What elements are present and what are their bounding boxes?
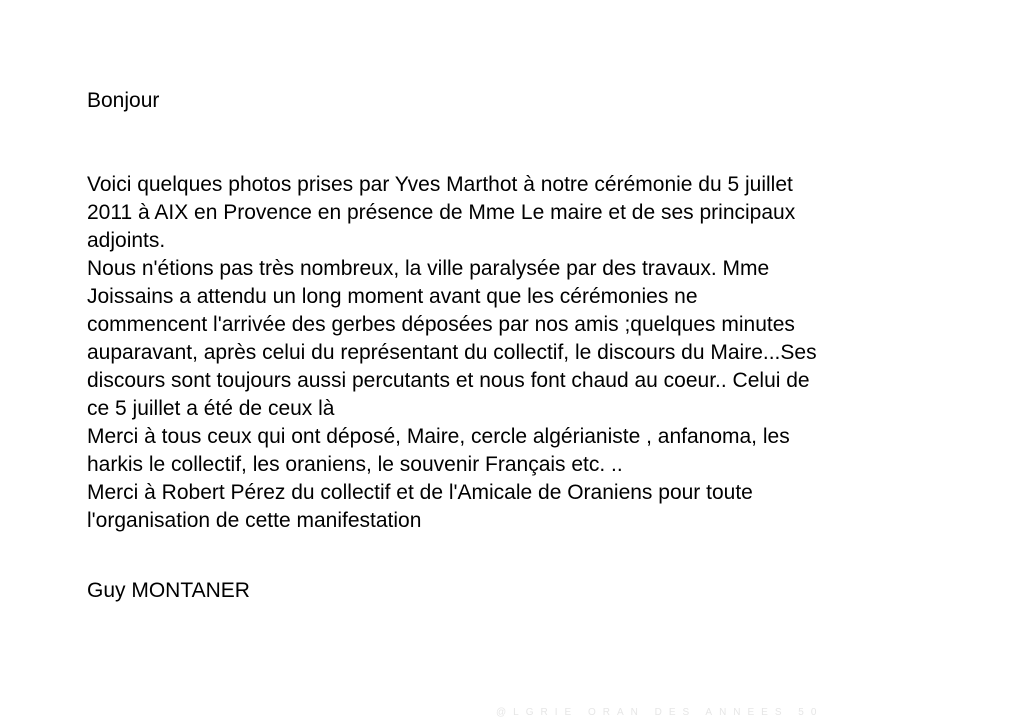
body-line: Nous n'étions pas très nombreux, la ville paralysée par des travaux. Mme xyxy=(87,257,770,280)
body-line: Merci à Robert Pérez du collectif et de l'Amicale de Oraniens pour toute xyxy=(87,481,753,504)
body-line: Voici quelques photos prises par Yves Marthot à notre cérémonie du 5 juillet xyxy=(87,173,793,196)
body-line: adjoints. xyxy=(87,229,166,252)
body-line: l'organisation de cette manifestation xyxy=(87,509,422,532)
watermark: @LGRIE ORAN DES ANNEES 50 xyxy=(496,707,824,718)
body-line: harkis le collectif, les oraniens, le souvenir Français etc. .. xyxy=(87,453,623,476)
body-line: auparavant, après celui du représentant du collectif, le discours du Maire...Ses xyxy=(87,341,817,364)
body-line: commencent l'arrivée des gerbes déposées par nos amis ;quelques minutes xyxy=(87,313,795,336)
greeting: Bonjour xyxy=(87,89,160,112)
body-line: Joissains a attendu un long moment avant que les cérémonies ne xyxy=(87,285,698,308)
body-line: 2011 à AIX en Provence en présence de Mme Le maire et de ses principaux xyxy=(87,201,796,224)
signature: Guy MONTANER xyxy=(87,579,250,602)
body-line: discours sont toujours aussi percutants et nous font chaud au coeur.. Celui de xyxy=(87,369,810,392)
body-line: ce 5 juillet a été de ceux là xyxy=(87,397,335,420)
body-line: Merci à tous ceux qui ont déposé, Maire, cercle algérianiste , anfanoma, les xyxy=(87,425,790,448)
